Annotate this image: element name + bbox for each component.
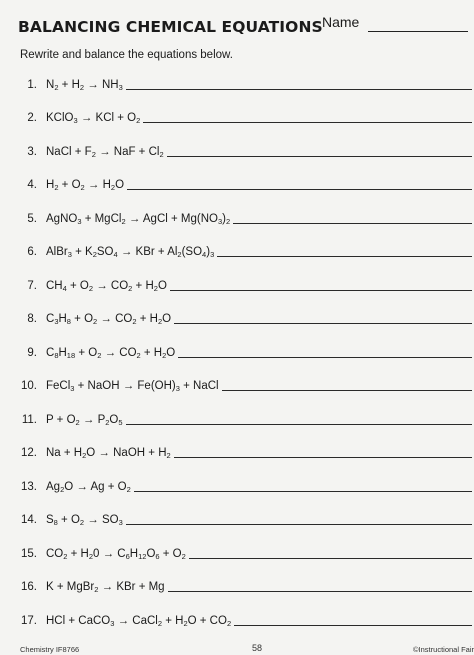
answer-line[interactable]: [168, 591, 472, 592]
page-footer: [0, 643, 474, 655]
formula-subscript: 4: [202, 250, 207, 259]
formula-text: → CO: [97, 313, 133, 325]
formula-subscript: 3: [118, 82, 123, 92]
formula-text: ): [206, 246, 211, 258]
formula-text: 0 → C: [93, 547, 126, 560]
formula-subscript: 3: [70, 384, 75, 393]
formula-subscript: 2: [132, 317, 137, 326]
formula-text: → NaF + Cl: [95, 145, 160, 158]
answer-line[interactable]: [134, 491, 472, 492]
formula-subscript: 2: [136, 350, 141, 360]
formula-subscript: 18: [66, 350, 76, 360]
equation-text: [46, 79, 123, 91]
equation-number: 4.: [27, 179, 37, 191]
formula-subscript: 2: [183, 618, 188, 628]
formula-subscript: 6: [125, 551, 130, 561]
formula-text: → CO: [101, 346, 137, 359]
formula-text: HCl + CaCO: [46, 614, 111, 627]
answer-line[interactable]: [174, 323, 472, 324]
formula-text: + O: [159, 547, 182, 560]
equation-number: 10.: [21, 380, 37, 392]
equation-row: [0, 398, 474, 432]
equation-text: [46, 481, 131, 493]
formula-subscript: 2: [226, 618, 232, 628]
name-label: Name: [322, 14, 360, 30]
formula-text: + K: [71, 246, 93, 258]
equation-number: 3.: [27, 145, 37, 158]
answer-line[interactable]: [189, 558, 472, 559]
formula-subscript: 2: [60, 484, 65, 494]
equation-row: [0, 97, 474, 131]
formula-text: KClO: [46, 112, 74, 124]
formula-subscript: 3: [67, 250, 72, 259]
formula-text: H: [46, 179, 55, 191]
equation-number: 5.: [27, 212, 37, 225]
equation-row: [0, 599, 474, 633]
formula-subscript: 2: [105, 417, 110, 427]
formula-text: + MgCl: [81, 212, 122, 225]
answer-line[interactable]: [174, 457, 472, 458]
answer-line[interactable]: [126, 524, 472, 525]
equation-text: [46, 548, 186, 560]
equation-row: [0, 499, 474, 533]
formula-text: ): [222, 212, 226, 225]
formula-text: → KBr + Al: [117, 246, 178, 258]
equation-text: [46, 581, 165, 593]
equation-number: 15.: [21, 547, 37, 560]
equation-number: 12.: [21, 447, 37, 459]
equation-text: [46, 280, 167, 292]
equation-number: 7.: [27, 279, 37, 292]
formula-subscript: 2: [136, 116, 141, 125]
formula-text: + H: [67, 547, 89, 560]
equation-row: [0, 532, 474, 566]
equation-text: [46, 347, 175, 359]
formula-subscript: 3: [77, 216, 82, 226]
answer-line[interactable]: [178, 357, 472, 358]
formula-text: → KCl + O: [77, 112, 137, 124]
formula-text: C: [46, 346, 55, 359]
formula-subscript: 2: [92, 250, 97, 259]
formula-text: + O: [70, 313, 94, 325]
formula-text: H: [129, 547, 139, 560]
page-number: 58: [252, 643, 263, 653]
formula-subscript: 4: [62, 283, 67, 293]
worksheet-header: [18, 14, 468, 40]
equation-row: [0, 298, 474, 332]
answer-line[interactable]: [222, 390, 472, 391]
equation-number: 11.: [21, 413, 37, 426]
equation-number: 6.: [27, 246, 37, 258]
equation-row: [0, 432, 474, 466]
name-line[interactable]: [368, 31, 468, 32]
formula-text: + O: [58, 179, 81, 191]
equation-text: [46, 112, 140, 124]
formula-subscript: 2: [97, 350, 102, 360]
formula-text: O: [162, 313, 172, 325]
formula-text: NaCl + F: [46, 145, 92, 158]
formula-text: AlBr: [46, 246, 68, 258]
formula-subscript: 3: [175, 384, 180, 393]
formula-text: H: [58, 313, 67, 325]
formula-subscript: 2: [225, 216, 231, 226]
formula-text: + H: [58, 78, 80, 91]
equation-row: [0, 130, 474, 164]
formula-subscript: 2: [157, 618, 163, 628]
formula-subscript: 2: [88, 283, 94, 293]
formula-subscript: 2: [94, 585, 99, 594]
formula-subscript: 3: [217, 216, 223, 226]
equation-row: [0, 365, 474, 399]
formula-subscript: 12: [138, 551, 147, 561]
equation-text: [46, 380, 219, 392]
formula-text: CO: [46, 547, 64, 560]
equation-number: 16.: [21, 581, 37, 593]
equation-text: [46, 514, 123, 526]
formula-text: + O: [57, 514, 80, 526]
formula-text: O: [115, 179, 125, 191]
formula-text: → CO: [93, 279, 129, 292]
formula-subscript: 2: [91, 149, 96, 159]
answer-line[interactable]: [234, 625, 472, 626]
formula-text: O → NaOH + H: [86, 447, 167, 459]
formula-text: H: [58, 346, 67, 359]
formula-text: O: [146, 547, 156, 560]
answer-line[interactable]: [233, 223, 472, 224]
page-title: BALANCING CHEMICAL EQUATIONS: [18, 18, 323, 36]
formula-subscript: 8: [66, 317, 71, 326]
formula-text: → H: [84, 179, 111, 191]
formula-subscript: 2: [88, 551, 94, 561]
formula-subscript: 2: [54, 82, 59, 92]
equation-row: [0, 264, 474, 298]
formula-text: → P: [79, 413, 106, 426]
formula-text: P + O: [46, 413, 76, 426]
formula-subscript: 2: [181, 551, 186, 561]
formula-subscript: 2: [80, 183, 85, 192]
equation-row: [0, 197, 474, 231]
equation-number: 9.: [27, 346, 37, 359]
formula-text: O: [109, 413, 119, 426]
formula-text: → AgCl + Mg(NO: [125, 212, 218, 225]
equation-text: [46, 213, 230, 225]
equation-number: 14.: [21, 514, 37, 526]
equation-text: [46, 615, 231, 627]
formula-subscript: 2: [82, 451, 87, 460]
formula-text: + O: [75, 346, 98, 359]
formula-subscript: 2: [75, 417, 80, 427]
formula-subscript: 5: [118, 417, 123, 427]
formula-subscript: 2: [63, 551, 68, 561]
formula-text: K + MgBr: [46, 581, 95, 593]
equation-list: [0, 63, 474, 633]
formula-subscript: 6: [155, 551, 160, 561]
formula-subscript: 2: [153, 283, 158, 293]
formula-text: C: [46, 313, 55, 325]
equation-text: [46, 313, 171, 325]
equation-row: [0, 566, 474, 600]
formula-text: → CaCl: [114, 614, 158, 627]
equation-row: [0, 63, 474, 97]
equation-row: [0, 231, 474, 265]
answer-line[interactable]: [170, 290, 472, 291]
formula-subscript: 3: [210, 250, 215, 259]
formula-subscript: 8: [54, 350, 59, 360]
formula-subscript: 2: [126, 484, 131, 494]
formula-subscript: 3: [73, 116, 78, 125]
formula-text: SO: [96, 246, 114, 258]
formula-subscript: 8: [53, 518, 58, 527]
equation-number: 17.: [21, 614, 37, 627]
formula-subscript: 2: [79, 82, 85, 92]
formula-text: → KBr + Mg: [98, 581, 165, 593]
formula-text: Na + H: [46, 447, 83, 459]
formula-text: + H: [132, 279, 154, 292]
instructions: Rewrite and balance the equations below.: [20, 49, 233, 61]
formula-text: O + CO: [187, 614, 227, 627]
equation-row: [0, 164, 474, 198]
formula-text: → SO: [84, 514, 119, 526]
formula-subscript: 2: [54, 183, 59, 192]
answer-line[interactable]: [217, 256, 472, 257]
equation-number: 1.: [27, 78, 37, 91]
equation-text: [46, 146, 164, 158]
formula-subscript: 3: [110, 618, 115, 628]
answer-line[interactable]: [127, 189, 472, 190]
equation-text: [46, 414, 123, 426]
formula-text: + H: [162, 614, 184, 627]
equation-number: 2.: [27, 112, 37, 124]
formula-text: S: [46, 514, 54, 526]
formula-text: + H: [140, 346, 163, 359]
answer-line[interactable]: [167, 156, 472, 157]
formula-subscript: 2: [162, 350, 167, 360]
formula-text: O: [157, 279, 167, 292]
formula-text: O → Ag + O: [64, 480, 127, 493]
equation-number: 13.: [21, 480, 37, 493]
footer-publication: Chemistry IF8766: [20, 645, 80, 654]
formula-subscript: 2: [110, 183, 116, 192]
equation-row: [0, 465, 474, 499]
answer-line[interactable]: [126, 424, 472, 425]
formula-subscript: 3: [54, 317, 59, 326]
formula-text: FeCl: [46, 380, 71, 392]
equation-text: [46, 246, 214, 258]
formula-subscript: 3: [118, 518, 123, 527]
formula-text: + O: [66, 279, 89, 292]
formula-subscript: 2: [177, 250, 182, 259]
answer-line[interactable]: [143, 122, 472, 123]
formula-subscript: 4: [113, 250, 118, 259]
formula-text: + NaCl: [179, 380, 219, 392]
equation-number: 8.: [27, 313, 37, 325]
footer-copyright: ©Instructional Fair: [413, 645, 474, 654]
formula-subscript: 2: [159, 149, 164, 159]
equation-text: [46, 179, 124, 191]
formula-subscript: 2: [121, 216, 126, 226]
formula-subscript: 2: [79, 518, 85, 527]
equation-row: [0, 331, 474, 365]
formula-text: O: [166, 346, 176, 359]
formula-subscript: 2: [128, 283, 133, 293]
formula-text: N: [46, 78, 55, 91]
formula-subscript: 2: [93, 317, 98, 326]
answer-line[interactable]: [126, 89, 472, 90]
formula-text: AgNO: [46, 212, 78, 225]
formula-text: + H: [136, 313, 158, 325]
formula-text: Ag: [46, 480, 61, 493]
formula-subscript: 2: [157, 317, 163, 326]
formula-text: → NH: [84, 78, 119, 91]
formula-text: + NaOH → Fe(OH): [74, 380, 176, 392]
formula-text: (SO: [181, 246, 203, 258]
equation-text: [46, 447, 171, 459]
formula-text: CH: [46, 279, 63, 292]
formula-subscript: 2: [166, 451, 171, 460]
